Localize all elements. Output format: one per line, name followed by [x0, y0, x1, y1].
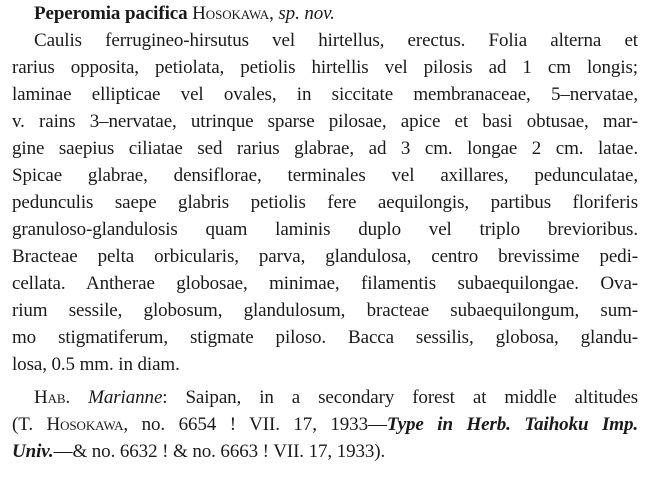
habitat-line-1 [34, 386, 638, 410]
habitat-specimen: , no. 6654 ! VII. 17, 1933— [123, 414, 387, 435]
species-name: Peperomia pacifica [34, 3, 188, 24]
species-author: Hosokawa [192, 3, 270, 24]
description-line-13: losa, 0.5 mm. in diam. [12, 354, 180, 375]
description-line-11: rium sessile, globosum, glandulosum, bracteae subaequilongum, sum- [12, 300, 638, 321]
habitat-paren-open: (T. [12, 414, 47, 435]
habitat-label: Hab. [34, 387, 71, 408]
habitat-other-specimens: —& no. 6632 ! & no. 6663 ! VII. 17, 1933). [53, 441, 386, 462]
species-heading: Peperomia pacifica Hosokawa, sp. nov. [34, 3, 335, 24]
description-line-7: pedunculis saepe glabris petiolis fere aequilongis, partibus floriferis [12, 192, 638, 213]
habitat-collector: Hosokawa [46, 414, 124, 435]
description-line-9: Bracteae pelta orbicularis, parva, glandulosa, centro brevissime pedi- [12, 246, 638, 267]
description-line-6: Spicae glabrae, densiflorae, terminales vel axillares, pedunculatae, [12, 165, 638, 186]
description-line-5: gine saepius ciliatae sed rarius glabrae, ad 3 cm. longae 2 cm. latae. [12, 138, 638, 159]
habitat-line-2 [12, 413, 638, 437]
description-line-12: mo stigmatiferum, stigmate piloso. Bacca sessilis, globosa, glandu- [12, 327, 638, 348]
description-line-4: v. rains 3–nervatae, utrinque sparse pilosae, apice et basi obtusae, mar- [12, 111, 638, 132]
description-line-1: Caulis ferrugineo-hirsutus vel hirtellus, erectus. Folia alterna et [34, 30, 638, 51]
habitat-line-3 [12, 440, 638, 464]
description-line-8: granuloso-glandulosis quam laminis duplo vel triplo brevioribus. [12, 219, 638, 240]
habitat-type-note: Type in Herb. Taihoku Imp. [386, 414, 638, 435]
habitat-locality-detail: : Saipan, in a secondary forest at middle altitudes [162, 387, 638, 408]
habitat-locality: Marianne [88, 387, 163, 408]
description-line-2: rarius opposita, petiolata, petiolis hirtellis vel pilosis ad 1 cm longis; [12, 57, 638, 78]
description-line-3: laminae ellipticae vel ovales, in siccitate membranaceae, 5–nervatae, [12, 84, 638, 105]
description-line-10: cellata. Antherae globosae, minimae, filamentis subaequilongae. Ova- [12, 273, 638, 294]
habitat-type-univ: Univ. [12, 441, 54, 462]
species-status: sp. nov. [278, 3, 335, 24]
